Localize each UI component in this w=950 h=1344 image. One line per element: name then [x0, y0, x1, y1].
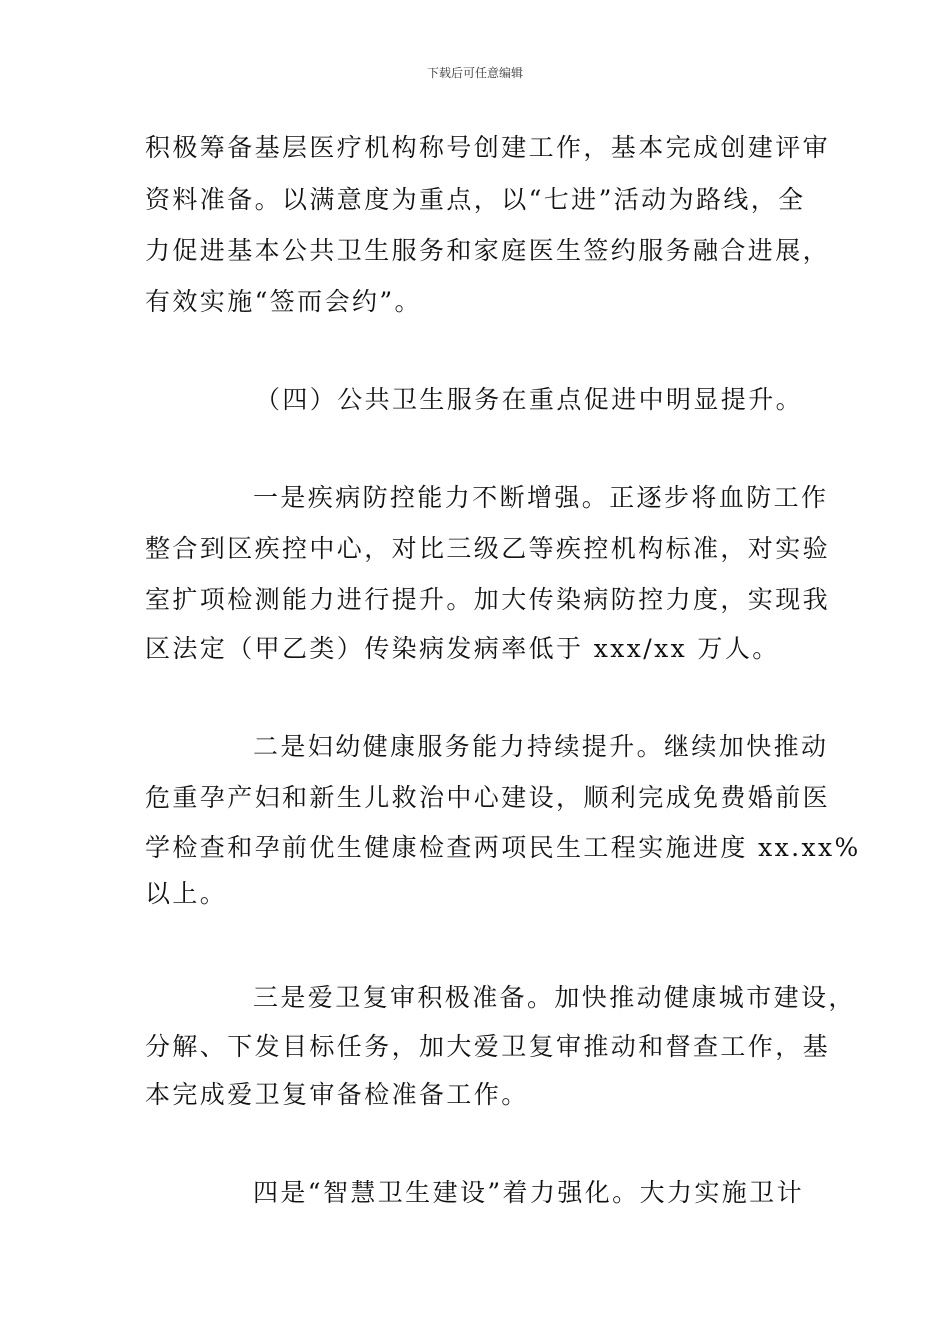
page-header: 下载后可任意编辑	[426, 66, 523, 80]
paragraph-line: 本完成爱卫复审备检准备工作。	[145, 1080, 529, 1109]
paragraph-line: 学检查和孕前优生健康检查两项民生工程实施进度 xx.xx%	[145, 833, 861, 862]
paragraph-line: 以上。	[145, 879, 228, 908]
paragraph-line: 有效实施“签而会约”。	[145, 287, 422, 316]
paragraph-line: 分解、下发目标任务，加大爱卫复审推动和督查工作，基	[145, 1032, 831, 1061]
paragraph-line: 四是“智慧卫生建设”着力强化。大力实施卫计	[253, 1178, 804, 1207]
paragraph-line: 整合到区疾控中心，对比三级乙等疾控机构标准，对实验	[145, 534, 831, 563]
paragraph-line: 区法定（甲乙类）传染病发病率低于 xxx/xx 万人。	[145, 634, 780, 663]
paragraph-line: 资料准备。以满意度为重点，以“七进”活动为路线，全	[145, 185, 806, 214]
section-heading-text: （四）公共卫生服务在重点促进中明显提升。	[255, 385, 804, 414]
paragraph-line: 危重孕产妇和新生儿救治中心建设，顺利完成免费婚前医	[145, 783, 831, 812]
paragraph-line: 三是爱卫复审积极准备。加快推动健康城市建设，	[253, 983, 856, 1012]
paragraph-line: 一是疾病防控能力不断增强。正逐步将血防工作	[253, 483, 829, 512]
paragraph-line: 室扩项检测能力进行提升。加大传染病防控力度，实现我	[145, 585, 831, 614]
paragraph-line: 积极筹备基层医疗机构称号创建工作，基本完成创建评审	[145, 133, 831, 162]
paragraph-line: 力促进基本公共卫生服务和家庭医生签约服务融合进展，	[145, 236, 831, 265]
paragraph-line: 二是妇幼健康服务能力持续提升。继续加快推动	[253, 732, 829, 761]
